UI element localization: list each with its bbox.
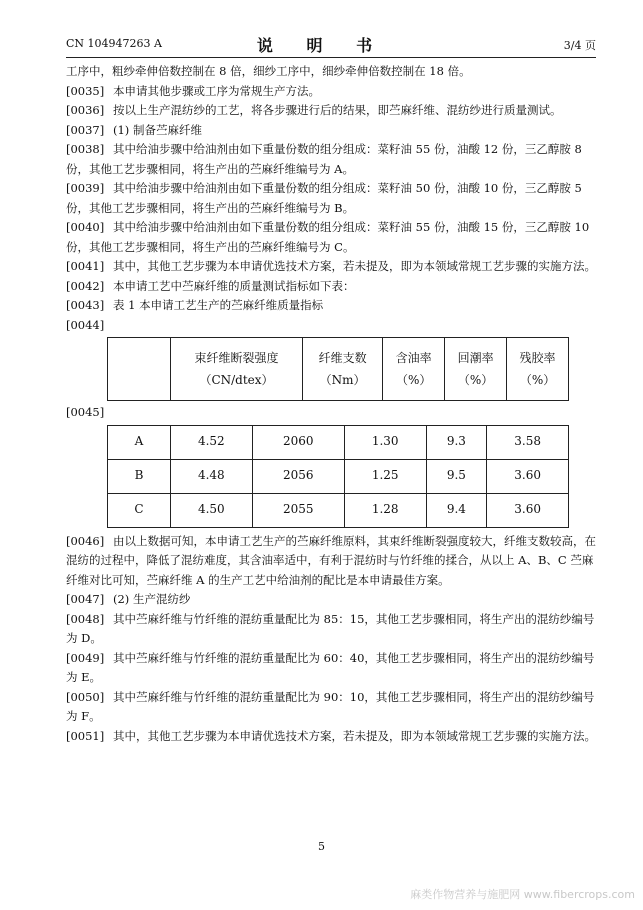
table-cell: 9.4 [426, 493, 487, 527]
paragraph-text: (1) 制备苎麻纤维 [113, 122, 202, 137]
table-cell: 1.30 [344, 425, 426, 459]
paragraph-text: 其中苎麻纤维与竹纤维的混纺重量配比为 60：40，其他工艺步骤相同，将生产出的混纺纱编号为 E。 [66, 650, 595, 684]
paragraph [66, 296, 596, 316]
paragraph-tag: [0050] [66, 689, 105, 704]
paragraph-text: 本申请工艺中苎麻纤维的质量测试指标如下表： [113, 278, 355, 293]
paragraph-tag: [0044] [66, 317, 105, 332]
paragraph-tag: [0039] [66, 181, 105, 195]
paragraph [66, 688, 596, 727]
table-header-row [108, 338, 569, 401]
page-number: 5 [318, 840, 325, 853]
paragraph [66, 590, 596, 610]
document-title: 说 明 书 [256, 36, 387, 55]
table-cell: 2056 [252, 459, 344, 493]
paragraph-group-a [66, 82, 596, 336]
paragraph-tag: [0036] [66, 103, 105, 117]
table-header-cell: 残胶率（%） [507, 338, 569, 401]
table-cell: 1.28 [344, 493, 426, 527]
paragraph-tag: [0038] [66, 142, 105, 156]
paragraph-text: 其中苎麻纤维与竹纤维的混纺重量配比为 90：10，其他工艺步骤相同，将生产出的混纺纱编号为 F。 [66, 689, 595, 723]
quality-table-body [107, 425, 569, 528]
paragraph-text: 其中，其他工艺步骤为本申请优选技术方案，若未提及，即为本领域常规工艺步骤的实施方法。 [113, 259, 596, 273]
table-cell: 9.3 [426, 425, 487, 459]
paragraph-text: 表 1 本申请工艺生产的苎麻纤维质量指标 [113, 298, 324, 312]
paragraph-tag: [0051] [66, 728, 105, 743]
paragraph [66, 257, 596, 277]
patent-number: CN 104947263 A [66, 37, 162, 50]
table-cell: 3.58 [487, 425, 569, 459]
paragraph-tag: [0042] [66, 278, 105, 293]
paragraph-tag: [0035] [66, 83, 105, 98]
table-cell: 4.52 [171, 425, 253, 459]
table-row [108, 425, 569, 459]
table-cell: 2060 [252, 425, 344, 459]
table-cell: A [108, 425, 171, 459]
paragraph-tag: [0046] [66, 533, 105, 548]
para-tag-0045: [0045] [66, 405, 105, 419]
paragraph-text: 其中给油步骤中给油剂由如下重量份数的组分组成：菜籽油 55 份，油酸 15 份，三乙醇胺 10 份，其他工艺步骤相同，将生产出的苎麻纤维编号为 C。 [66, 220, 590, 254]
page-indicator: 3/4 页 [563, 39, 596, 52]
table-cell: 4.48 [171, 459, 253, 493]
paragraph-text: 其中给油步骤中给油剂由如下重量份数的组分组成：菜籽油 55 份，油酸 12 份，三乙醇胺 8 份，其他工艺步骤相同，将生产出的苎麻纤维编号为 A。 [66, 142, 582, 176]
paragraph-tag: [0048] [66, 611, 105, 626]
document-body [66, 62, 596, 746]
table-cell: 3.60 [487, 493, 569, 527]
paragraph [66, 532, 596, 591]
table-cell: C [108, 493, 171, 527]
paragraph-text: 按以上生产混纺纱的工艺，将各步骤进行后的结果，即苎麻纤维、混纺纱进行质量测试。 [113, 103, 562, 117]
paragraph-tag: [0047] [66, 592, 105, 606]
paragraph-text: 其中，其他工艺步骤为本申请优选技术方案，若未提及，即为本领域常规工艺步骤的实施方法。 [113, 728, 596, 743]
paragraph [66, 277, 596, 297]
table-header-cell: 回潮率（%） [445, 338, 507, 401]
paragraph-text: (2) 生产混纺纱 [113, 592, 191, 606]
table-cell: 1.25 [344, 459, 426, 493]
paragraph-tag: [0049] [66, 650, 105, 665]
table-row [108, 493, 569, 527]
paragraph-tag: [0043] [66, 298, 105, 312]
table-header-cell: 纤维支数（Nm） [302, 338, 382, 401]
paragraph [66, 140, 596, 179]
header-divider [66, 57, 596, 58]
table-cell: B [108, 459, 171, 493]
paragraph-tag: [0040] [66, 220, 105, 234]
table-cell: 2055 [252, 493, 344, 527]
table-cell: 4.50 [171, 493, 253, 527]
paragraph [66, 179, 596, 218]
paragraph [66, 610, 596, 649]
paragraph [66, 649, 596, 688]
paragraph-text: 其中给油步骤中给油剂由如下重量份数的组分组成：菜籽油 50 份，油酸 10 份，三乙醇胺 5 份，其他工艺步骤相同，将生产出的苎麻纤维编号为 B。 [66, 181, 582, 215]
table-row [108, 459, 569, 493]
table-header-cell: 束纤维断裂强度（CN/dtex） [171, 338, 303, 401]
table-header-cell: 含油率（%） [383, 338, 445, 401]
quality-table-header [107, 337, 569, 401]
paragraph-text: 其中苎麻纤维与竹纤维的混纺重量配比为 85：15，其他工艺步骤相同，将生产出的混纺纱编号为 D。 [66, 611, 595, 645]
table-header-cell [108, 338, 171, 401]
paragraph [66, 218, 596, 257]
table-cell: 9.5 [426, 459, 487, 493]
paragraph-text: 本申请其他步骤或工序为常规生产方法。 [113, 83, 320, 98]
paragraph-group-b [66, 532, 596, 747]
paragraph [66, 101, 596, 121]
paragraph [66, 82, 596, 102]
watermark: 麻类作物营养与施肥网 www.fibercrops.com [410, 888, 635, 901]
paragraph [66, 727, 596, 747]
paragraph-text: 由以上数据可知，本申请工艺生产的苎麻纤维原料，其束纤维断裂强度较大，纤维支数较高，在混纺的过程中，降低了混纺难度，其含油率适中，有利于混纺时与竹纤维的揉合，从以上 A、B、C 苎麻纤维对比可知，苎麻纤维 A 的生产工艺中给油剂的配比是本申请最佳方案。 [66, 533, 596, 587]
intro-line: 工序中，粗纱牵伸倍数控制在 8 倍，细纱工序中，细纱牵伸倍数控制在 18 倍。 [66, 64, 471, 78]
paragraph-tag: [0037] [66, 122, 105, 137]
paragraph [66, 121, 596, 141]
table-cell: 3.60 [487, 459, 569, 493]
paragraph-tag: [0041] [66, 259, 105, 273]
paragraph [66, 316, 596, 336]
